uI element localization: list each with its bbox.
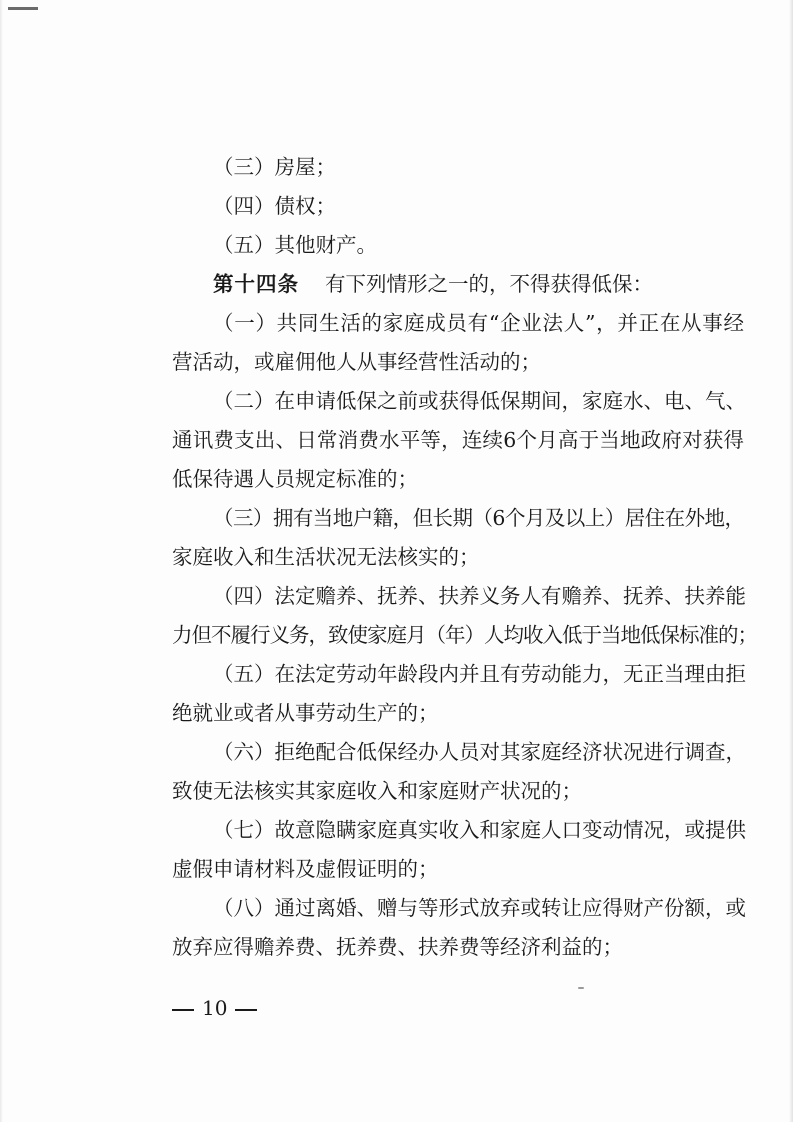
clause-line: （七）故意隐瞒家庭真实收入和家庭人口变动情况，或提供 xyxy=(213,818,746,842)
article-number: 第十四条 xyxy=(213,272,299,296)
clause-line: 放弃应得赡养费、抚养费、扶养费等经济利益的； xyxy=(172,935,623,959)
article-heading xyxy=(172,265,744,304)
scan-mark xyxy=(8,7,38,10)
clause-6 xyxy=(172,733,744,811)
scan-speck xyxy=(578,987,584,989)
list-item: （五）其他财产。 xyxy=(213,233,377,257)
clause-8 xyxy=(172,889,744,967)
clause-line: （八）通过离婚、赠与等形式放弃或转让应得财产份额，或 xyxy=(213,896,746,920)
clause-4 xyxy=(172,577,757,655)
clause-line: （五）在法定劳动年龄段内并且有劳动能力，无正当理由拒 xyxy=(213,662,746,686)
footer-dash-right xyxy=(235,1009,257,1011)
scan-edge-left xyxy=(0,0,3,1122)
clause-line: 力但不履行义务，致使家庭月（年）人均收入低于当地低保标准的； xyxy=(172,623,757,647)
page-number: 10 xyxy=(202,996,228,1020)
clause-line: （一）共同生活的家庭成员有“企业法人”，并正在从事经 xyxy=(213,311,744,335)
article-intro: 有下列情形之一的，不得获得低保： xyxy=(325,272,653,296)
clause-line: （二）在申请低保之前或获得低保期间，家庭水、电、气、 xyxy=(213,389,746,413)
list-item: （三）房屋； xyxy=(213,155,336,179)
scan-edge-right xyxy=(789,0,793,1122)
body-text xyxy=(172,148,757,967)
clause-5 xyxy=(172,655,744,733)
clause-3 xyxy=(172,499,744,577)
list-item: （四）债权； xyxy=(213,194,336,218)
clause-line: 通讯费支出、日常消费水平等，连续6个月高于当地政府对获得 xyxy=(172,428,744,452)
clause-1 xyxy=(172,304,744,382)
page-footer xyxy=(172,994,257,1022)
clause-2 xyxy=(172,382,744,499)
clause-7 xyxy=(172,811,744,889)
clause-line: 绝就业或者从事劳动生产的； xyxy=(172,701,439,725)
clause-line: （四）法定赡养、抚养、扶养义务人有赡养、抚养、扶养能 xyxy=(213,584,746,608)
clause-line: 家庭收入和生活状况无法核实的； xyxy=(172,545,480,569)
clause-line: 营活动，或雇佣他人从事经营性活动的； xyxy=(172,350,541,374)
footer-dash-left xyxy=(172,1009,194,1011)
clause-line: 虚假申请材料及虚假证明的； xyxy=(172,857,439,881)
clause-line: （三）拥有当地户籍，但长期（6个月及以上）居住在外地， xyxy=(213,506,744,530)
clause-line: 低保待遇人员规定标准的； xyxy=(172,467,418,491)
clause-line: 致使无法核实其家庭收入和家庭财产状况的； xyxy=(172,779,582,803)
clause-line: （六）拒绝配合低保经办人员对其家庭经济状况进行调查， xyxy=(213,740,746,764)
